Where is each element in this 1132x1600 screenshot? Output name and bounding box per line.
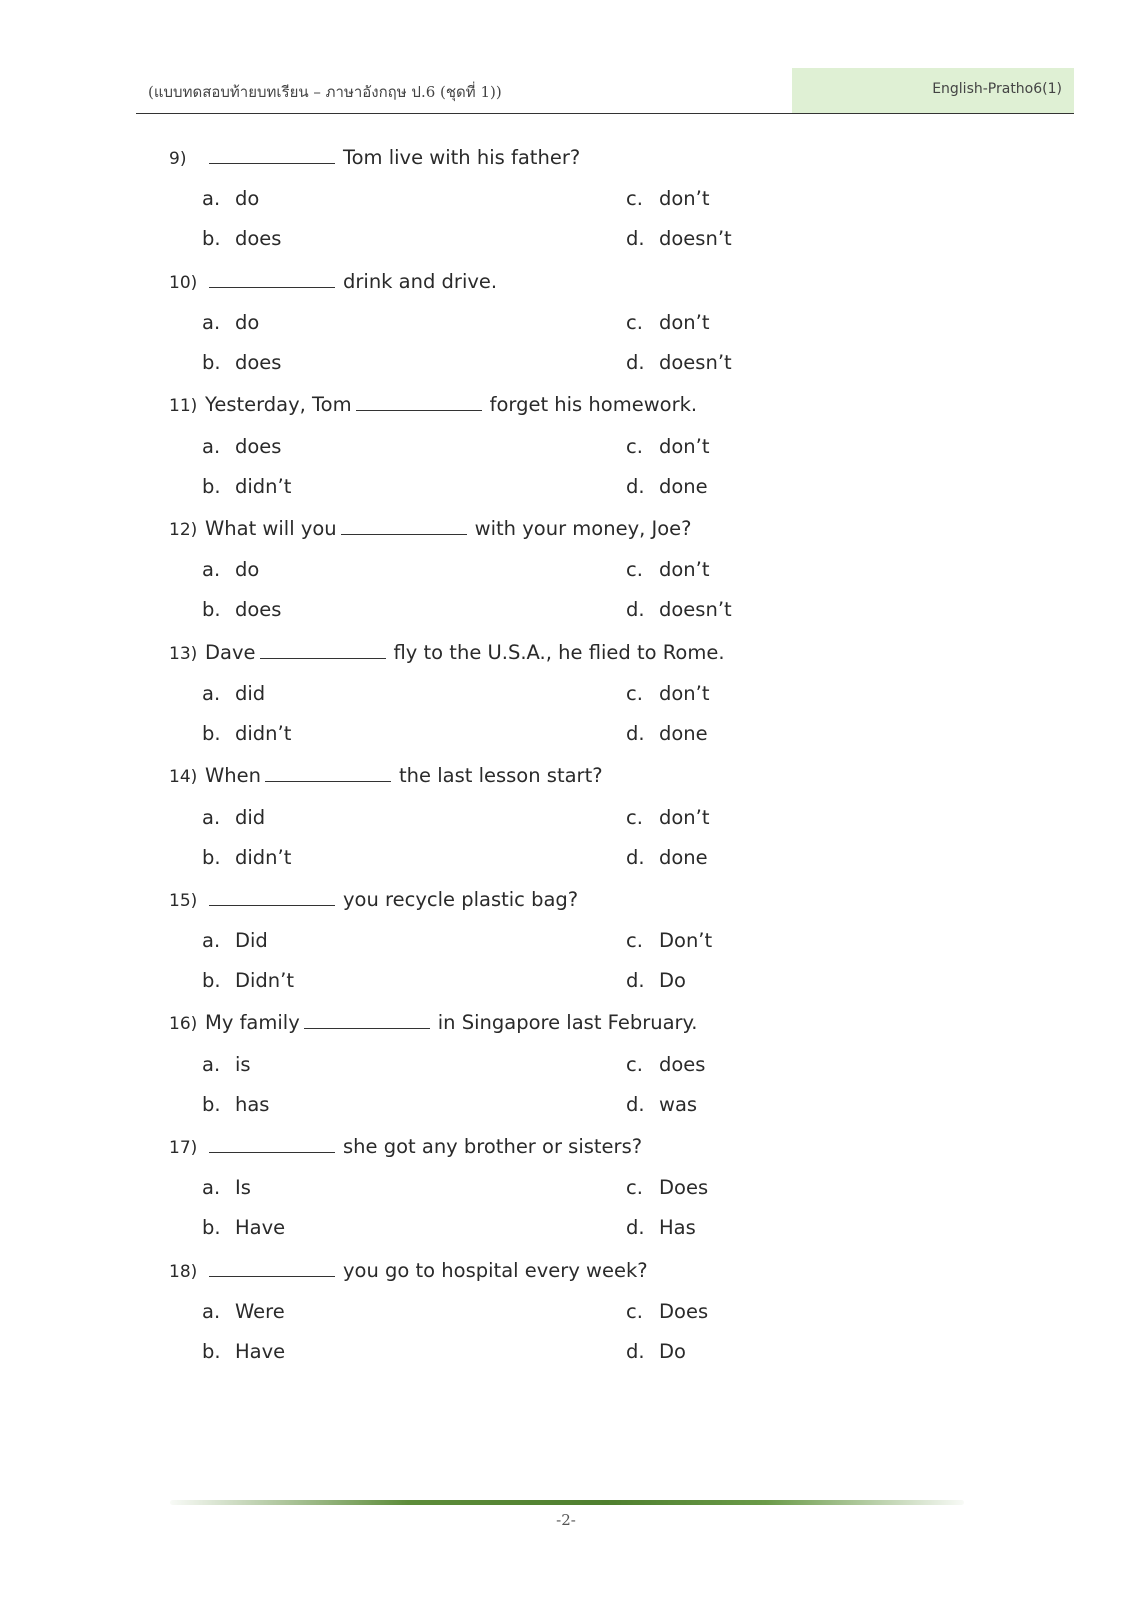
- option-b[interactable]: [202, 475, 291, 503]
- option-text: do: [235, 311, 260, 334]
- question-10: [169, 269, 929, 299]
- question-18: [169, 1258, 929, 1288]
- option-b[interactable]: [202, 1093, 269, 1121]
- option-letter: d.: [626, 475, 645, 498]
- answer-blank: [209, 887, 335, 906]
- option-letter: c.: [626, 682, 643, 705]
- option-c[interactable]: [626, 806, 710, 834]
- question-text-before: Yesterday, Tom: [205, 393, 352, 416]
- question-text-before: My family: [205, 1011, 300, 1034]
- header-tag-label: English-Pratho6(1): [932, 81, 1062, 97]
- option-text: don’t: [659, 187, 710, 210]
- option-text: doesn’t: [659, 227, 732, 250]
- question-number: 16): [169, 1014, 198, 1034]
- page-number: -2-: [556, 1511, 576, 1529]
- answer-blank: [260, 640, 386, 659]
- option-a[interactable]: [202, 311, 259, 339]
- question-number: 14): [169, 767, 198, 787]
- header-tag: [792, 68, 1074, 113]
- option-letter: a.: [202, 1176, 221, 1199]
- option-text: don’t: [659, 806, 710, 829]
- option-letter: d.: [626, 969, 645, 992]
- option-d[interactable]: [626, 846, 708, 874]
- option-text: do: [235, 558, 260, 581]
- option-letter: c.: [626, 558, 643, 581]
- option-letter: b.: [202, 722, 221, 745]
- option-letter: a.: [202, 435, 221, 458]
- question-number: 11): [169, 396, 198, 416]
- option-letter: b.: [202, 227, 221, 250]
- option-a[interactable]: [202, 187, 259, 215]
- option-letter: d.: [626, 598, 645, 621]
- option-letter: a.: [202, 187, 221, 210]
- footer-divider: [170, 1500, 964, 1505]
- option-letter: b.: [202, 846, 221, 869]
- question-number: 17): [169, 1138, 198, 1158]
- option-letter: b.: [202, 475, 221, 498]
- option-c[interactable]: [626, 1300, 708, 1328]
- option-letter: d.: [626, 722, 645, 745]
- question-text-after: you go to hospital every week?: [343, 1259, 648, 1282]
- option-letter: a.: [202, 558, 221, 581]
- option-a[interactable]: [202, 558, 259, 586]
- option-c[interactable]: [626, 1053, 705, 1081]
- option-letter: c.: [626, 929, 643, 952]
- option-c[interactable]: [626, 1176, 708, 1204]
- option-letter: d.: [626, 1216, 645, 1239]
- question-number: 13): [169, 644, 198, 664]
- option-letter: b.: [202, 1216, 221, 1239]
- option-letter: b.: [202, 598, 221, 621]
- option-text: did: [235, 806, 266, 829]
- option-text: does: [235, 598, 282, 621]
- option-letter: d.: [626, 846, 645, 869]
- option-letter: c.: [626, 311, 643, 334]
- option-letter: d.: [626, 351, 645, 374]
- option-c[interactable]: [626, 311, 710, 339]
- option-text: Has: [659, 1216, 696, 1239]
- option-d[interactable]: [626, 227, 732, 255]
- option-a[interactable]: [202, 806, 265, 834]
- question-text-after: the last lesson start?: [399, 764, 603, 787]
- question-text-after: she got any brother or sisters?: [343, 1135, 643, 1158]
- option-b[interactable]: [202, 1216, 285, 1244]
- option-text: done: [659, 475, 708, 498]
- option-text: Have: [235, 1216, 286, 1239]
- option-letter: a.: [202, 1053, 221, 1076]
- option-text: Did: [235, 929, 268, 952]
- option-text: Do: [659, 969, 686, 992]
- option-letter: a.: [202, 1300, 221, 1323]
- option-text: doesn’t: [659, 351, 732, 374]
- option-text: does: [235, 227, 282, 250]
- option-text: Does: [659, 1176, 709, 1199]
- option-text: do: [235, 187, 260, 210]
- option-letter: c.: [626, 435, 643, 458]
- question-text-after: fly to the U.S.A., he flied to Rome.: [393, 641, 725, 664]
- question-text-after: in Singapore last February.: [437, 1011, 698, 1034]
- option-a[interactable]: [202, 1300, 285, 1328]
- question-text-after: forget his homework.: [489, 393, 698, 416]
- answer-blank: [265, 763, 391, 782]
- option-text: done: [659, 846, 708, 869]
- option-c[interactable]: [626, 558, 710, 586]
- option-letter: b.: [202, 1340, 221, 1363]
- option-letter: c.: [626, 1053, 643, 1076]
- question-text-before: What will you: [205, 517, 337, 540]
- option-text: does: [659, 1053, 706, 1076]
- option-c[interactable]: [626, 929, 712, 957]
- option-text: don’t: [659, 311, 710, 334]
- option-d[interactable]: [626, 969, 686, 997]
- option-a[interactable]: [202, 1053, 251, 1081]
- option-c[interactable]: [626, 435, 710, 463]
- question-15: [169, 887, 929, 917]
- question-14: [169, 763, 929, 793]
- option-text: Is: [235, 1176, 251, 1199]
- option-letter: c.: [626, 1176, 643, 1199]
- option-letter: c.: [626, 187, 643, 210]
- option-letter: a.: [202, 929, 221, 952]
- option-letter: c.: [626, 806, 643, 829]
- option-text: does: [235, 351, 282, 374]
- option-text: Do: [659, 1340, 686, 1363]
- question-text-before: When: [205, 764, 261, 787]
- option-d[interactable]: [626, 1340, 686, 1368]
- option-letter: d.: [626, 1093, 645, 1116]
- option-b[interactable]: [202, 351, 281, 379]
- answer-blank: [209, 269, 335, 288]
- question-number: 9): [169, 149, 187, 169]
- option-b[interactable]: [202, 969, 294, 997]
- option-text: Have: [235, 1340, 286, 1363]
- option-text: is: [235, 1053, 251, 1076]
- question-text-after: drink and drive.: [343, 270, 498, 293]
- question-text-after: with your money, Joe?: [474, 517, 692, 540]
- question-number: 18): [169, 1262, 198, 1282]
- question-number: 12): [169, 520, 198, 540]
- question-number: 10): [169, 273, 198, 293]
- answer-blank: [341, 516, 467, 535]
- option-b[interactable]: [202, 598, 281, 626]
- option-b[interactable]: [202, 227, 281, 255]
- answer-blank: [304, 1010, 430, 1029]
- question-text-before: Dave: [205, 641, 256, 664]
- option-text: Didn’t: [235, 969, 295, 992]
- option-text: don’t: [659, 435, 710, 458]
- question-13: [169, 640, 929, 670]
- option-letter: d.: [626, 227, 645, 250]
- option-text: did: [235, 682, 266, 705]
- option-letter: a.: [202, 682, 221, 705]
- option-a[interactable]: [202, 435, 281, 463]
- option-d[interactable]: [626, 1093, 697, 1121]
- option-letter: a.: [202, 806, 221, 829]
- question-text-after: you recycle plastic bag?: [343, 888, 579, 911]
- question-16: [169, 1010, 929, 1040]
- option-b[interactable]: [202, 1340, 285, 1368]
- option-text: does: [235, 435, 282, 458]
- option-text: don’t: [659, 682, 710, 705]
- option-text: don’t: [659, 558, 710, 581]
- question-17: [169, 1134, 929, 1164]
- option-text: didn’t: [235, 722, 292, 745]
- option-d[interactable]: [626, 722, 708, 750]
- option-text: has: [235, 1093, 270, 1116]
- option-b[interactable]: [202, 722, 291, 750]
- option-letter: b.: [202, 969, 221, 992]
- option-c[interactable]: [626, 187, 710, 215]
- option-letter: d.: [626, 1340, 645, 1363]
- option-c[interactable]: [626, 682, 710, 710]
- question-number: 15): [169, 891, 198, 911]
- option-text: didn’t: [235, 846, 292, 869]
- option-d[interactable]: [626, 598, 732, 626]
- answer-blank: [209, 145, 335, 164]
- page-header: [136, 68, 1074, 114]
- answer-blank: [209, 1258, 335, 1277]
- option-text: didn’t: [235, 475, 292, 498]
- option-b[interactable]: [202, 846, 291, 874]
- option-text: Does: [659, 1300, 709, 1323]
- option-letter: a.: [202, 311, 221, 334]
- option-text: doesn’t: [659, 598, 732, 621]
- option-text: Were: [235, 1300, 285, 1323]
- question-11: [169, 392, 929, 422]
- option-a[interactable]: [202, 682, 265, 710]
- option-text: done: [659, 722, 708, 745]
- option-a[interactable]: [202, 1176, 251, 1204]
- option-a[interactable]: [202, 929, 268, 957]
- option-text: Don’t: [659, 929, 713, 952]
- option-letter: c.: [626, 1300, 643, 1323]
- question-9: [169, 145, 929, 175]
- option-d[interactable]: [626, 351, 732, 379]
- option-letter: b.: [202, 351, 221, 374]
- option-d[interactable]: [626, 475, 708, 503]
- question-text-after: Tom live with his father?: [343, 146, 581, 169]
- answer-blank: [209, 1134, 335, 1153]
- header-title: (แบบทดสอบท้ายบทเรียน – ภาษาอังกฤษ ป.6 (ชุดที่ 1)): [148, 83, 502, 101]
- option-letter: b.: [202, 1093, 221, 1116]
- option-d[interactable]: [626, 1216, 696, 1244]
- option-text: was: [659, 1093, 698, 1116]
- question-12: [169, 516, 929, 546]
- answer-blank: [356, 392, 482, 411]
